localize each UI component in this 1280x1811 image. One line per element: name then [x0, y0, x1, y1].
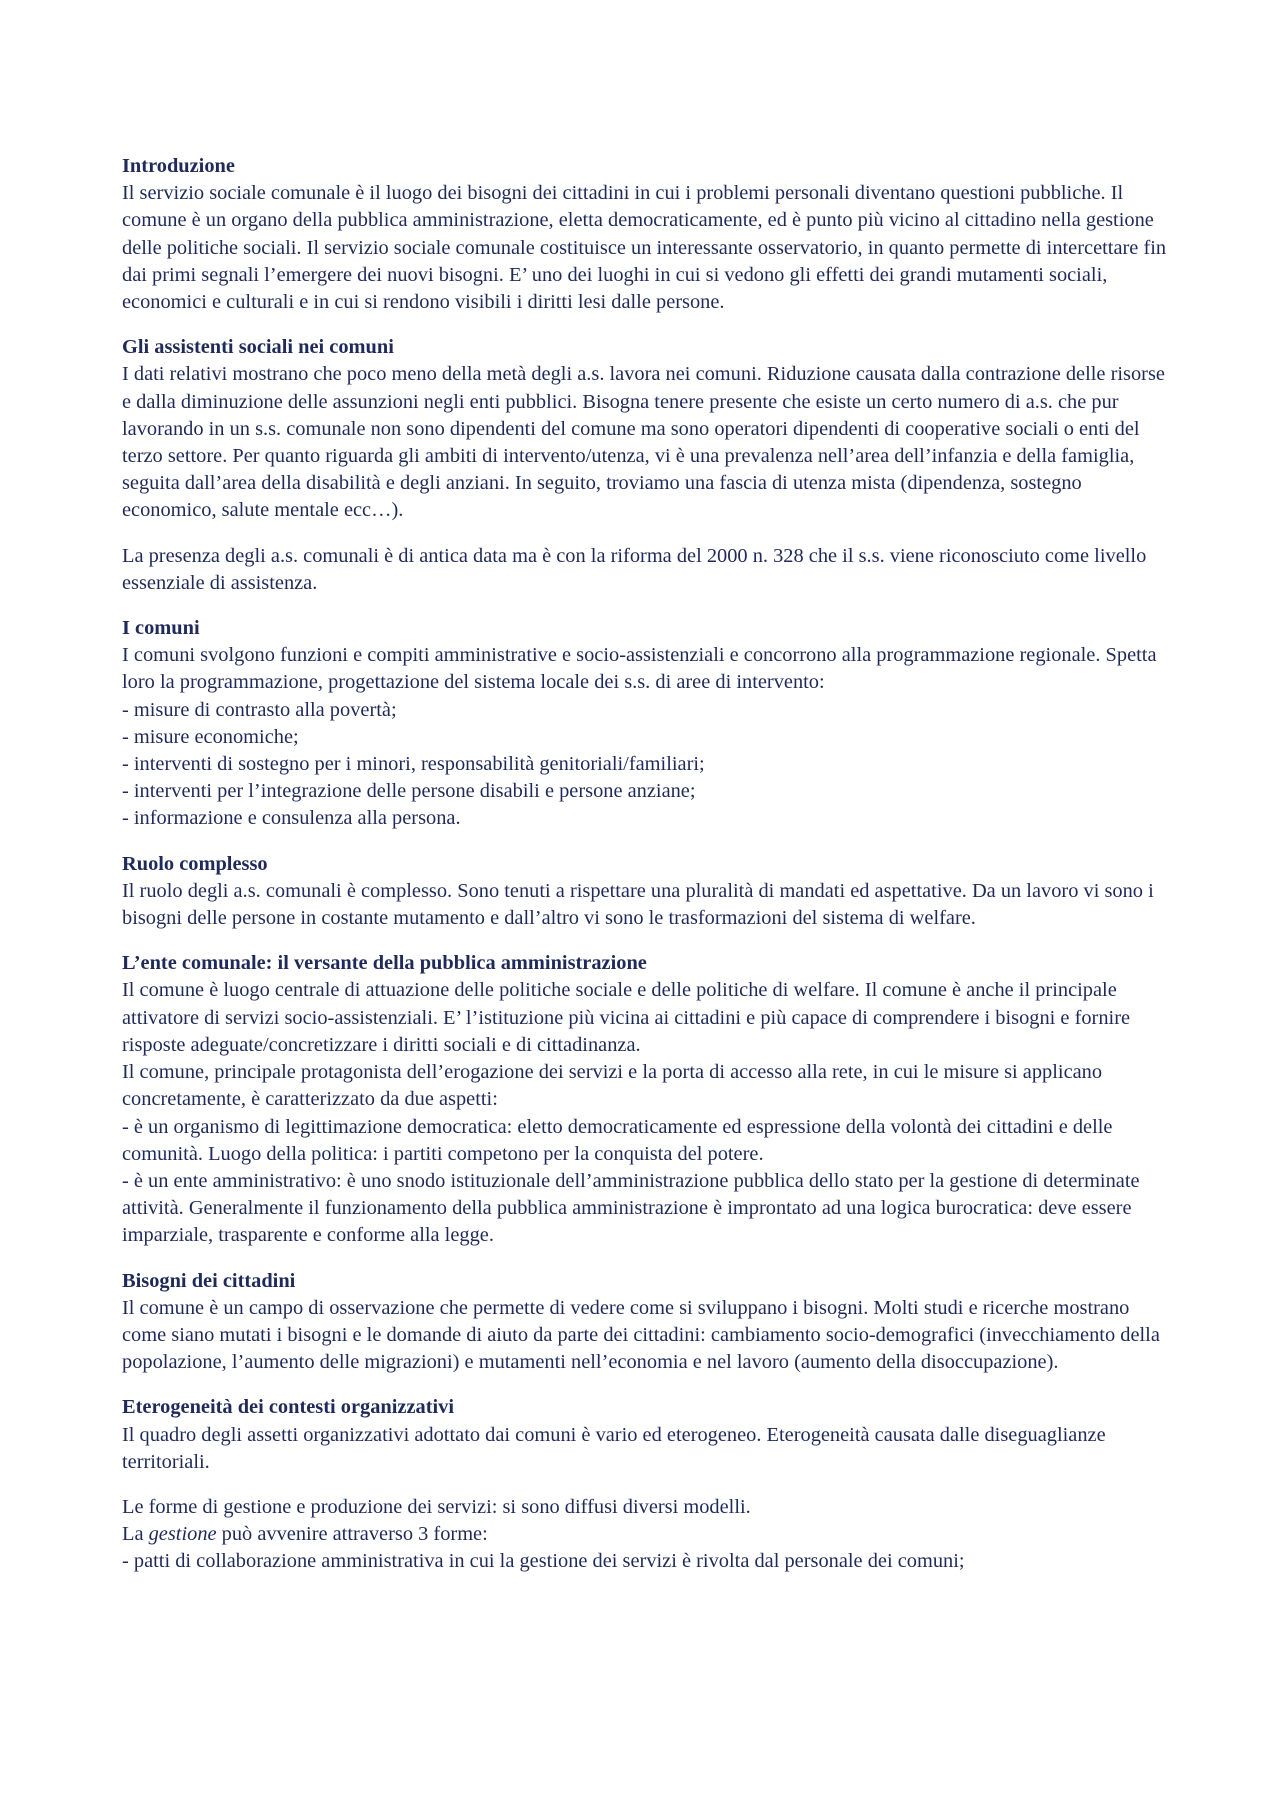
section-bisogni-cittadini — [122, 1268, 1172, 1377]
list-item: - patti di collaborazione amministrativa in cui la gestione dei servizi è rivolta dal personale dei comuni; — [122, 1550, 965, 1573]
section-paragraph: Il comune, principale protagonista dell’erogazione dei servizi e la porta di accesso alla rete, in cui le misure si applicano concretamente, è caratterizzato da due aspetti: — [122, 1061, 1103, 1111]
section-paragraph: La presenza degli a.s. comunali è di antica data ma è con la riforma del 2000 n. 328 che il s.s. viene riconosciuto come livello essenziale di assistenza. — [122, 544, 1147, 594]
list-item: - misure economiche; — [122, 725, 299, 748]
section-heading: I comuni — [122, 617, 200, 640]
bullet-list — [122, 697, 1172, 833]
section-paragraph: Il quadro degli assetti organizzativi adottato dai comuni è vario ed eterogeneo. Eterogeneità causata dalle diseguaglianze territoriali. — [122, 1423, 1106, 1473]
document-body — [122, 153, 1172, 1594]
section-paragraph: Il comune è un campo di osservazione che permette di vedere come si sviluppano i bisogni. Molti studi e ricerche mostrano come siano mutati i bisogni e le domande di aiuto da parte dei cittadini: cambiamento socio-demografici (invecchiamento della popolazione, l’aumento delle migrazioni) e mutamenti nell’economia e nel lavoro (aumento della disoccupazione). — [122, 1296, 1160, 1374]
bullet-list — [122, 1114, 1172, 1250]
section-i-comuni — [122, 615, 1172, 833]
section-heading: Introduzione — [122, 155, 235, 177]
section-heading: Bisogni dei cittadini — [122, 1269, 296, 1292]
section-heading: L’ente comunale: il versante della pubblica amministrazione — [122, 952, 647, 975]
section-ente-comunale — [122, 950, 1172, 1249]
bullet-list — [122, 1548, 1172, 1575]
text-run: La — [122, 1523, 149, 1546]
section-introduzione — [122, 153, 1172, 316]
section-paragraph: Il ruolo degli a.s. comunali è complesso. Sono tenuti a rispettare una pluralità di mandati ed aspettative. Da un lavoro vi sono i bisogni delle persone in costante mutamento e dall’altro vi sono le trasformazioni del sistema di welfare. — [122, 879, 1154, 930]
list-item: - è un ente amministrativo: è uno snodo istituzionale dell’amministrazione pubblica dello stato per la gestione di determinate attività. Generalmente il funzionamento della pubblica amministrazione è improntato ad una logica burocratica: deve essere imparziale, trasparente e conforme alla legge. — [122, 1169, 1140, 1247]
section-paragraph — [122, 1521, 1172, 1548]
list-item: - interventi per l’integrazione delle persone disabili e persone anziane; — [122, 780, 696, 803]
list-item: - informazione e consulenza alla persona. — [122, 807, 461, 830]
section-heading: Ruolo complesso — [122, 852, 268, 875]
section-paragraph: Il servizio sociale comunale è il luogo dei bisogni dei cittadini in cui i problemi personali diventano questioni pubbliche. Il comune è un organo della pubblica amministrazione, eletta democraticamente, ed è punto più vicino al cittadino nella gestione delle politiche sociali. Il servizio sociale comunale costituisce un interessante osservatorio, in quanto permette di intercettare fin dai primi segnali l’emergere dei nuovi bisogni. E’ uno dei luoghi in cui si vedono gli effetti dei grandi mutamenti sociali, economici e culturali e in cui si rendono visibili i diritti lesi dalle persone. — [122, 182, 1167, 314]
text-run: può avvenire attraverso 3 forme: — [216, 1523, 488, 1546]
list-item: - è un organismo di legittimazione democratica: eletto democraticamente ed espressione della volontà dei cittadini e delle comunità. Luogo della politica: i partiti competono per la conquista del potere. — [122, 1115, 1113, 1165]
section-heading: Eterogeneità dei contesti organizzativi — [122, 1396, 455, 1419]
section-assistenti-sociali — [122, 334, 1172, 597]
list-item: - misure di contrasto alla povertà; — [122, 698, 397, 721]
section-heading: Gli assistenti sociali nei comuni — [122, 336, 394, 359]
section-paragraph: Il comune è luogo centrale di attuazione delle politiche sociale e delle politiche di welfare. Il comune è anche il principale attivatore di servizi socio-assistenziali. E’ l’istituzione più vicina ai cittadini e più capace di comprendere i bisogni e fornire risposte adeguate/concretizzare i diritti sociali e di cittadinanza. — [122, 979, 1131, 1056]
section-ruolo-complesso — [122, 851, 1172, 933]
emphasis-text: gestione — [148, 1523, 217, 1546]
list-item: - interventi di sostegno per i minori, responsabilità genitoriali/familiari; — [122, 753, 705, 776]
section-paragraph: Le forme di gestione e produzione dei servizi: si sono diffusi diversi modelli. — [122, 1495, 751, 1518]
section-paragraph: I comuni svolgono funzioni e compiti amministrative e socio-assistenziali e concorrono alla programmazione regionale. Spetta loro la programmazione, progettazione del sistema locale dei s.s. di aree di intervento: — [122, 644, 1157, 694]
section-eterogeneita — [122, 1394, 1172, 1575]
section-paragraph: I dati relativi mostrano che poco meno della metà degli a.s. lavora nei comuni. Riduzione causata dalla contrazione delle risorse e dalla diminuzione delle assunzioni negli enti pubblici. Bisogna tenere presente che esiste un certo numero di a.s. che pur lavorando in un s.s. comunale non sono dipendenti del comune ma sono operatori dipendenti di cooperative sociali o enti del terzo settore. Per quanto riguarda gli ambiti di intervento/utenza, vi è una prevalenza nell’area dell’infanzia e della famiglia, seguita dall’area della disabilità e degli anziani. In seguito, troviamo una fascia di utenza mista (dipendenza, sostegno economico, salute mentale ecc…). — [122, 363, 1165, 522]
